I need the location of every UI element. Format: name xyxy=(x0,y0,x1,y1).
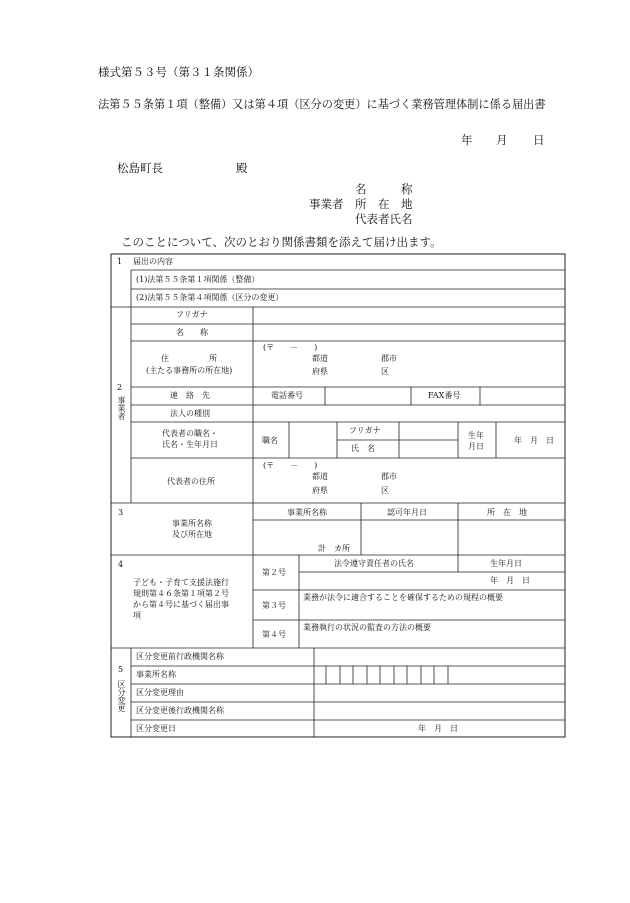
item2-label: 第２号 xyxy=(262,568,286,577)
sec1-option-2[interactable]: (2)法第５５条第４項関係（区分の変更） xyxy=(136,293,284,302)
rep-prefecture-label-1: 都道 xyxy=(312,472,328,481)
sec1-number: 1 xyxy=(117,257,123,266)
applicant-name-label: 名 称 xyxy=(355,182,413,196)
addressee: 松島町長 xyxy=(117,161,163,175)
address-sublabel: (主たる事務所の所在地) xyxy=(146,366,233,375)
item4-label: 第４号 xyxy=(262,630,286,639)
sec4-number: 4 xyxy=(118,560,124,569)
compliance-birth-ymd: 年 月 日 xyxy=(490,576,530,585)
rep-name-label: 氏 名 xyxy=(351,444,375,453)
sec2-side-label: 事業者 xyxy=(117,396,126,420)
rep-city-label-2: 区 xyxy=(381,486,389,495)
position-label: 職名 xyxy=(262,436,278,445)
rep-prefecture-label-2: 府県 xyxy=(312,486,328,495)
fax-label: FAX番号 xyxy=(428,391,461,400)
sec1-label: 届出の内容 xyxy=(133,257,173,266)
furigana-label: フリガナ xyxy=(176,310,208,319)
city-label-2: 区 xyxy=(381,367,389,376)
approval-date-header: 認可年月日 xyxy=(387,508,427,517)
compliance-birth-header: 生年月日 xyxy=(490,559,522,568)
sec4-label-4: 項 xyxy=(133,611,141,620)
sec5-change-date-ymd: 年 月 日 xyxy=(418,724,458,733)
sec3-label-1: 事業所名称 xyxy=(172,519,212,528)
address-label: 住 所 xyxy=(161,354,217,363)
sec5-number: 5 xyxy=(118,665,124,674)
sec5-row-before-agency: 区分変更前行政機関名称 xyxy=(136,652,224,661)
applicant-rep-label: 代表者氏名 xyxy=(355,212,413,226)
sec5-row-change-date: 区分変更日 xyxy=(136,724,176,733)
sec4-label-1: 子ども・子育て支援法施行 xyxy=(133,578,229,587)
form-number: 様式第５３号（第３１条関係） xyxy=(98,65,259,79)
sec5-row-after-agency: 区分変更後行政機関名称 xyxy=(136,706,224,715)
sec2-number: 2 xyxy=(117,383,123,392)
applicant-address-label: 所 在 地 xyxy=(355,197,413,211)
form-title: 法第５５条第１項（整備）又は第４項（区分の変更）に基づく業務管理体制に係る届出書 xyxy=(98,98,546,111)
date-month-label: 月 xyxy=(496,133,508,147)
city-label-1: 郡市 xyxy=(381,354,397,363)
compliance-officer-header: 法令遵守責任者の氏名 xyxy=(334,559,414,568)
corp-type-label: 法人の種別 xyxy=(170,409,210,418)
rep-furigana-label: フリガナ xyxy=(349,426,381,435)
sec3-label-2: 及び所在地 xyxy=(172,530,212,539)
rep-city-label-1: 郡市 xyxy=(381,472,397,481)
prefecture-label-1: 都道 xyxy=(312,354,328,363)
postal-field[interactable]: (〒 － ) xyxy=(263,343,318,352)
phone-label: 電話番号 xyxy=(271,391,303,400)
sec5-row-reason: 区分変更理由 xyxy=(136,688,184,697)
date-day-label: 日 xyxy=(533,133,545,147)
sec5-row-office-name: 事業所名称 xyxy=(136,670,176,679)
sec5-side-label: 区分変更 xyxy=(117,680,126,712)
birth-label-1: 生年 xyxy=(468,431,484,440)
office-address-header: 所 在 地 xyxy=(487,508,527,517)
prefecture-label-2: 府県 xyxy=(312,367,328,376)
sec4-label-3: から第４号に基づく届出事 xyxy=(133,600,229,609)
office-total-label: 計 カ所 xyxy=(318,544,350,553)
birth-label-2: 月日 xyxy=(468,442,484,451)
rep-postal-field[interactable]: (〒 － ) xyxy=(263,461,318,470)
intro-text: このことについて、次のとおり関係書類を添えて届け出ます。 xyxy=(121,235,442,249)
sec3-number: 3 xyxy=(118,508,124,517)
rep-address-label: 代表者の住所 xyxy=(167,477,215,486)
date-year-label: 年 xyxy=(461,133,473,147)
applicant-prefix: 事業者 xyxy=(309,197,344,211)
rep-label-1: 代表者の職名・ xyxy=(162,429,218,438)
contact-label: 連 絡 先 xyxy=(170,391,210,400)
corp-name-label: 名 称 xyxy=(176,328,208,337)
sec4-label-2: 規則第４６条第１項第２号 xyxy=(133,589,229,598)
office-name-header: 事業所名称 xyxy=(287,508,327,517)
item3-label: 第３号 xyxy=(262,601,286,610)
item3-text: 業務が法令に適合することを確保するための規程の概要 xyxy=(303,593,503,602)
rep-label-2: 氏名・生年月日 xyxy=(162,440,218,449)
honorific: 殿 xyxy=(236,161,248,175)
item4-text: 業務執行の状況の監査の方法の概要 xyxy=(303,623,431,632)
sec1-option-1[interactable]: (1)法第５５条第１項関係（整備） xyxy=(136,275,260,284)
rep-birth-ymd: 年 月 日 xyxy=(514,436,554,445)
